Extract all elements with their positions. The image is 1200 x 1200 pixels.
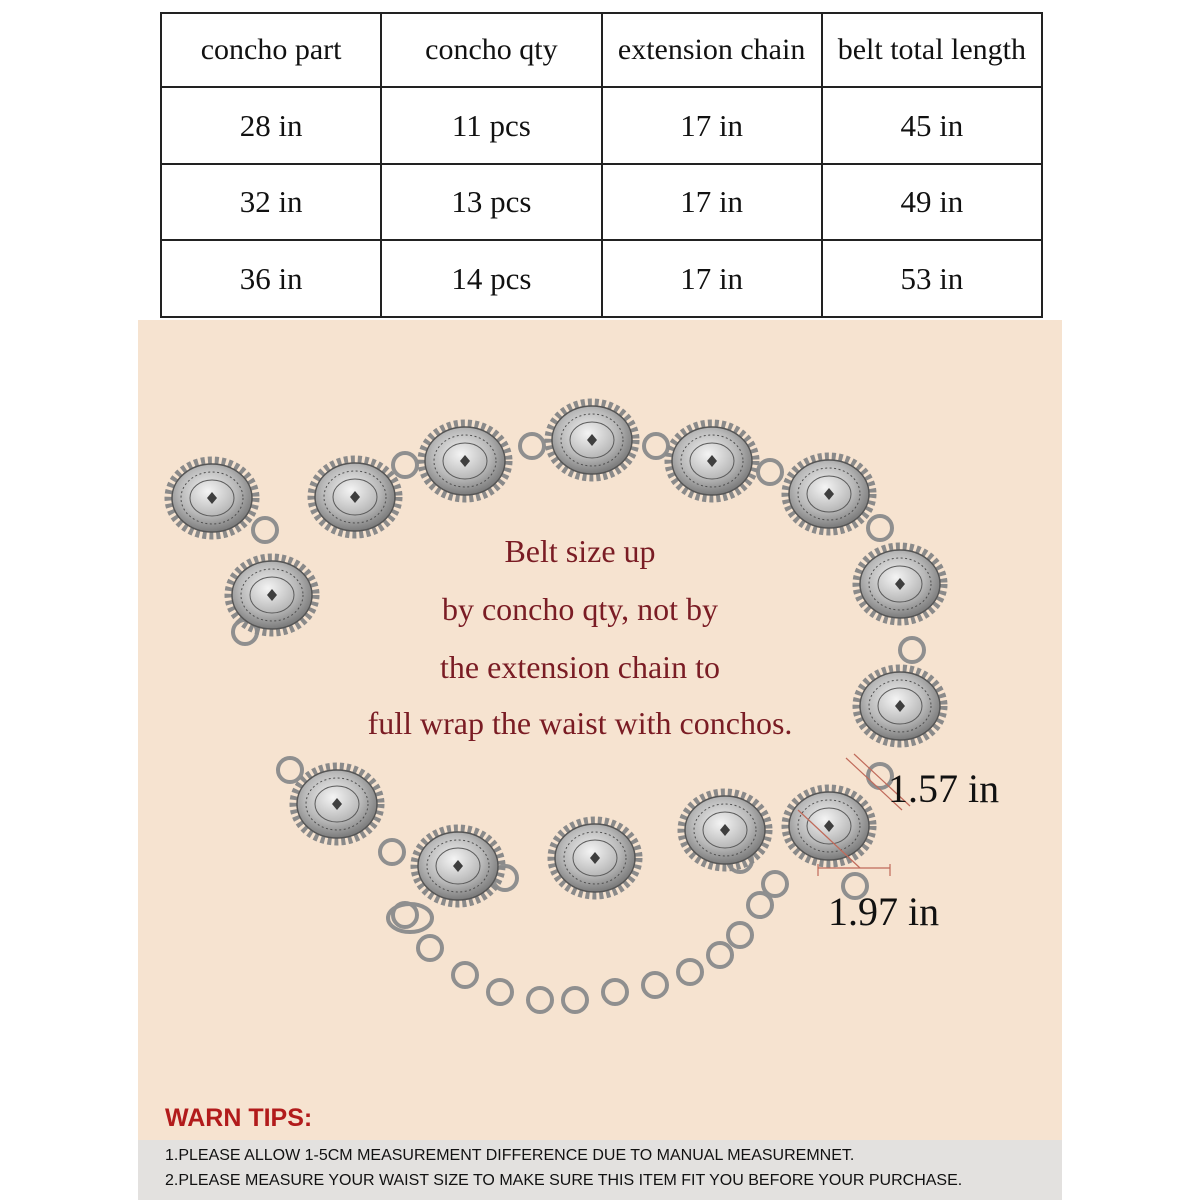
concho bbox=[293, 766, 381, 842]
concho bbox=[668, 423, 756, 499]
chain-ring bbox=[708, 943, 732, 967]
concho bbox=[856, 546, 944, 622]
concho bbox=[785, 456, 873, 532]
concho bbox=[681, 792, 769, 868]
message-line-1: Belt size up bbox=[504, 533, 656, 569]
chain-ring bbox=[758, 460, 782, 484]
concho bbox=[551, 820, 639, 896]
warn-tip-2: 2.PLEASE MEASURE YOUR WAIST SIZE TO MAKE SURE THIS ITEM FIT YOU BEFORE YOUR PURCHASE. bbox=[165, 1172, 963, 1189]
concho bbox=[168, 460, 256, 536]
chain-ring bbox=[528, 988, 552, 1012]
table-row bbox=[161, 87, 1042, 164]
chain-ring bbox=[453, 963, 477, 987]
header-extension-chain: extension chain bbox=[602, 13, 822, 87]
concho bbox=[414, 828, 502, 904]
cell-extension-chain: 17 in bbox=[602, 164, 822, 241]
message-line-3: the extension chain to bbox=[440, 649, 720, 685]
chain-ring bbox=[488, 980, 512, 1004]
chain-ring bbox=[728, 923, 752, 947]
cell-belt-total-length: 45 in bbox=[822, 87, 1042, 164]
table-row bbox=[161, 240, 1042, 317]
chain-ring bbox=[380, 840, 404, 864]
chain-ring bbox=[393, 453, 417, 477]
chain-ring bbox=[644, 434, 668, 458]
cell-extension-chain: 17 in bbox=[602, 240, 822, 317]
cell-concho-part: 36 in bbox=[161, 240, 381, 317]
chain-ring bbox=[678, 960, 702, 984]
chain-ring bbox=[900, 638, 924, 662]
chain-ring bbox=[603, 980, 627, 1004]
table-row bbox=[161, 164, 1042, 241]
concho bbox=[856, 668, 944, 744]
chain-ring bbox=[748, 893, 772, 917]
chain-ring bbox=[763, 872, 787, 896]
warn-title: WARN TIPS: bbox=[165, 1104, 313, 1132]
cell-concho-part: 32 in bbox=[161, 164, 381, 241]
chain-ring bbox=[520, 434, 544, 458]
concho-height-label: 1.57 in bbox=[888, 766, 1000, 811]
message-line-2: by concho qty, not by bbox=[441, 591, 719, 627]
concho-belt-illustration bbox=[138, 320, 1062, 1200]
cell-belt-total-length: 53 in bbox=[822, 240, 1042, 317]
size-chart-table bbox=[160, 12, 1043, 318]
cell-concho-qty: 11 pcs bbox=[381, 87, 601, 164]
chain-ring bbox=[643, 973, 667, 997]
message-line-4: full wrap the waist with conchos. bbox=[367, 705, 793, 741]
chain-ring bbox=[253, 518, 277, 542]
chain-ring bbox=[278, 758, 302, 782]
cell-concho-part: 28 in bbox=[161, 87, 381, 164]
concho bbox=[421, 423, 509, 499]
header-belt-total-length: belt total length bbox=[822, 13, 1042, 87]
header-concho-part: concho part bbox=[161, 13, 381, 87]
cell-extension-chain: 17 in bbox=[602, 87, 822, 164]
concho-width-label: 1.97 in bbox=[828, 889, 940, 934]
concho bbox=[311, 459, 399, 535]
chain-ring bbox=[868, 516, 892, 540]
chain-ring bbox=[418, 936, 442, 960]
concho bbox=[548, 402, 636, 478]
table-header-row bbox=[161, 13, 1042, 87]
cell-concho-qty: 14 pcs bbox=[381, 240, 601, 317]
cell-belt-total-length: 49 in bbox=[822, 164, 1042, 241]
chain-ring bbox=[563, 988, 587, 1012]
header-concho-qty: concho qty bbox=[381, 13, 601, 87]
warn-tip-1: 1.PLEASE ALLOW 1-5CM MEASUREMENT DIFFERENCE DUE TO MANUAL MEASUREMNET. bbox=[165, 1147, 855, 1164]
concho bbox=[785, 788, 873, 864]
cell-concho-qty: 13 pcs bbox=[381, 164, 601, 241]
